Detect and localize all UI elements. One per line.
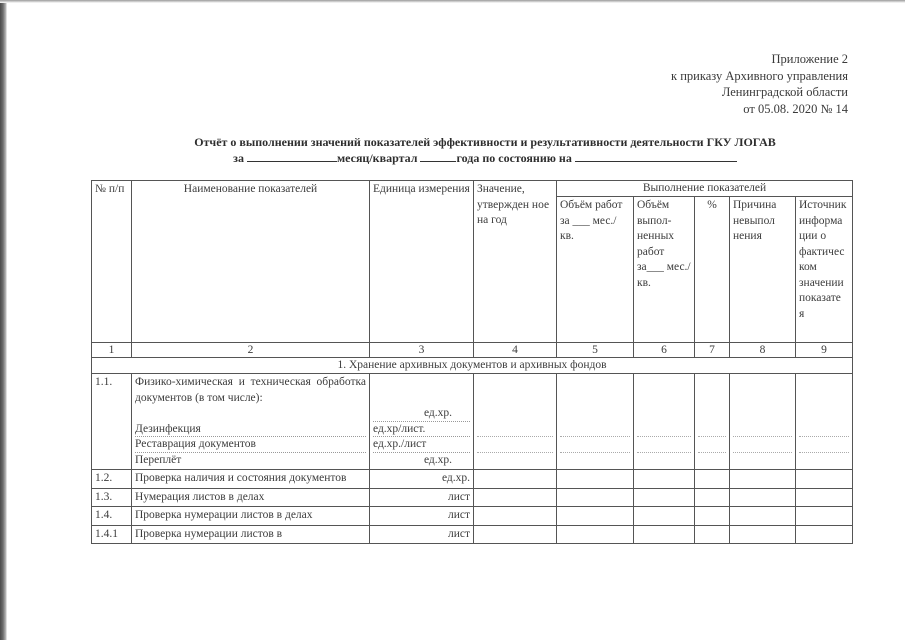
sub-item-name: Реставрация документов	[135, 437, 366, 453]
row-cell	[730, 525, 796, 544]
row-num: 1.3.	[92, 488, 132, 507]
row-cell	[730, 374, 796, 470]
year-blank	[420, 151, 456, 162]
row-cell	[695, 374, 730, 470]
row-cell	[474, 374, 557, 470]
row-name: Проверка нумерации листов в делах	[132, 507, 370, 526]
title-year: года по состоянию на	[456, 151, 572, 165]
scan-edge	[0, 0, 7, 640]
section-title: 1. Хранение архивных документов и архивных фондов	[92, 358, 853, 374]
header-name: Наименование показателей	[132, 181, 370, 343]
appendix-line: к приказу Архивного управления	[671, 68, 848, 83]
row-cell	[557, 374, 634, 470]
column-number: 7	[695, 343, 730, 358]
column-number: 9	[796, 343, 853, 358]
row-unit: лист	[370, 507, 474, 526]
column-number: 2	[132, 343, 370, 358]
row-name-text: Физико-химическая и техническая обработка документов (в том числе):	[135, 376, 366, 404]
header-reason: Причина невыпол нения	[730, 197, 796, 343]
unit-spacer	[373, 375, 470, 406]
row-cell	[474, 470, 557, 489]
row-cell	[730, 470, 796, 489]
row-cell	[796, 525, 853, 544]
row-cell	[557, 488, 634, 507]
header-row	[92, 181, 853, 197]
row-num: 1.2.	[92, 470, 132, 489]
header-percent: %	[695, 197, 730, 343]
table-row	[92, 374, 853, 470]
sub-item-unit: ед.хр./лист	[373, 437, 470, 453]
row-cell	[796, 507, 853, 526]
row-cell	[730, 488, 796, 507]
row-cell	[557, 525, 634, 544]
column-number: 3	[370, 343, 474, 358]
header-unit: Единица измерения	[370, 181, 474, 343]
header-source: Источник информа ции о фактичес ком значении показате я	[796, 197, 853, 343]
row-cell	[634, 374, 695, 470]
row-unit	[370, 374, 474, 470]
row-name	[132, 374, 370, 470]
row-cell	[695, 525, 730, 544]
table-row	[92, 470, 853, 489]
column-number: 4	[474, 343, 557, 358]
table-row	[92, 525, 853, 544]
row-cell	[634, 507, 695, 526]
table-row	[92, 507, 853, 526]
table-row	[92, 488, 853, 507]
title-za: за	[233, 151, 244, 165]
appendix-line: от 05.08. 2020 № 14	[743, 101, 848, 116]
report-title-line1: Отчёт о выполнении значений показателей эффективности и результативности деятельности ГКУ ЛОГАВ	[194, 135, 776, 149]
appendix-line: Ленинградской области	[721, 85, 848, 99]
period-blank	[247, 151, 337, 162]
row-cell	[695, 488, 730, 507]
row-cell	[695, 470, 730, 489]
row-unit: лист	[370, 525, 474, 544]
row-unit: ед.хр.	[370, 470, 474, 489]
row-cell	[634, 525, 695, 544]
row-cell	[474, 525, 557, 544]
header-volume: Объём работ за ___ мес./кв.	[557, 197, 634, 343]
row-num: 1.4.1	[92, 525, 132, 544]
column-number: 5	[557, 343, 634, 358]
row-cell	[474, 488, 557, 507]
row-cell	[796, 470, 853, 489]
header-volume-done: Объём выпол-ненных работ за___ мес./кв.	[634, 197, 695, 343]
sub-item-unit: ед.хр.	[423, 453, 452, 466]
report-title	[140, 134, 830, 166]
row-name: Проверка нумерации листов в	[132, 525, 370, 544]
row-cell	[474, 507, 557, 526]
column-number: 1	[92, 343, 132, 358]
row-name: Нумерация листов в делах	[132, 488, 370, 507]
row-num: 1.1.	[92, 374, 132, 470]
report-table	[91, 180, 853, 544]
header-execution: Выполнение показателей	[557, 181, 853, 197]
sub-item-unit: ед.хр/лист.	[373, 422, 470, 438]
title-period: месяц/квартал	[336, 151, 418, 165]
row-cell	[634, 470, 695, 489]
row-cell	[557, 507, 634, 526]
section-row	[92, 358, 853, 374]
column-numbers-row	[92, 343, 853, 358]
row-cell	[796, 374, 853, 470]
row-name: Проверка наличия и состояния документов	[132, 470, 370, 489]
sub-item-name: Дезинфекция	[135, 422, 366, 438]
row-cell	[557, 470, 634, 489]
row-cell	[730, 507, 796, 526]
unit-text: ед.хр.	[373, 406, 470, 422]
column-number: 6	[634, 343, 695, 358]
appendix-line: Приложение 2	[771, 52, 848, 66]
header-value: Значение, утвержден ное на год	[474, 181, 557, 343]
sub-item-name: Переплёт	[135, 453, 182, 466]
row-num: 1.4.	[92, 507, 132, 526]
header-num: № п/п	[92, 181, 132, 343]
row-cell	[695, 507, 730, 526]
date-blank	[575, 151, 737, 162]
report-title-line2	[140, 150, 830, 166]
scan-edge-top	[0, 0, 905, 3]
appendix-block	[671, 51, 848, 117]
row-cell	[796, 488, 853, 507]
column-number: 8	[730, 343, 796, 358]
row-unit: лист	[370, 488, 474, 507]
row-cell	[634, 488, 695, 507]
